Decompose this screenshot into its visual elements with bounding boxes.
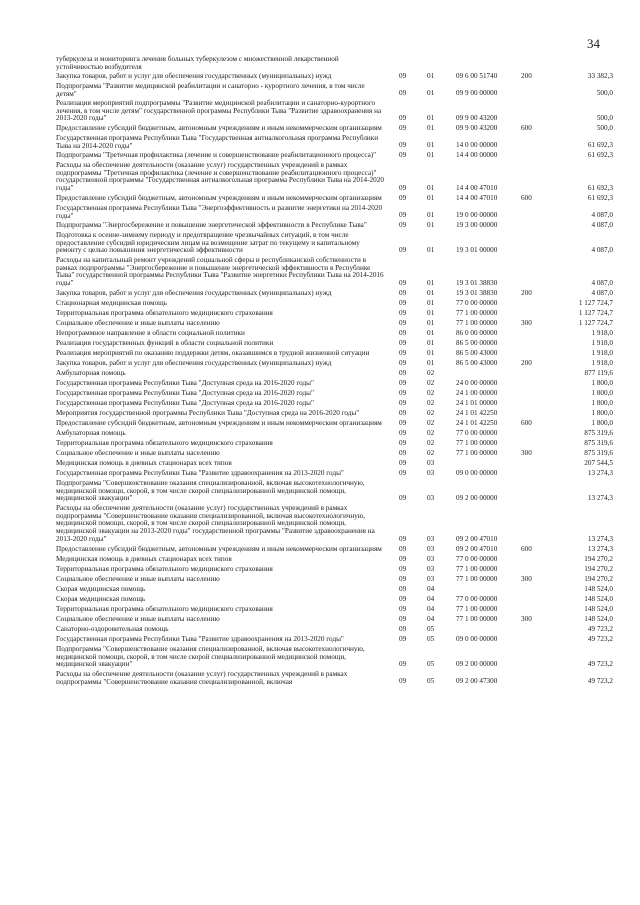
section-code: 09 (399, 221, 407, 229)
section-code: 09 (399, 246, 407, 254)
section-code: 09 (399, 359, 407, 367)
target-article-code: 14 4 00 00000 (456, 151, 498, 159)
row-name: Реализация государственных функций в области социальной политики (56, 339, 274, 347)
subsection-code: 01 (427, 184, 435, 192)
subsection-code: 03 (427, 555, 435, 563)
section-code: 09 (399, 194, 407, 202)
amount: 4 087,0 (591, 221, 613, 229)
row-name: Закупка товаров, работ и услуг для обеспечения государственных (муниципальных) нужд (56, 72, 332, 80)
section-code: 09 (399, 151, 407, 159)
section-code: 09 (399, 565, 407, 573)
subsection-code: 01 (427, 319, 435, 327)
expense-type-code: 600 (521, 194, 532, 202)
target-article-code: 14 4 00 47010 (456, 194, 498, 202)
row-name: Государственная программа Республики Тыва "Доступная среда на 2016-2020 годы" (56, 399, 314, 407)
row-name: Подготовка к осенне-зимнему периоду и предотвращение чрезвычайных ситуаций, в том числе предоставление субсидий юридическим лицам на возмещение затрат по текущему и капитальному ремонту с целью повышения энергетической эффективности (56, 231, 360, 255)
table-row (0, 671, 640, 688)
target-article-code: 77 1 00 00000 (456, 439, 498, 447)
section-code: 09 (399, 575, 407, 583)
section-code: 09 (399, 141, 407, 149)
section-code: 09 (399, 615, 407, 623)
subsection-code: 03 (427, 535, 435, 543)
amount: 1 918,0 (591, 349, 613, 357)
row-name: Территориальная программа обязательного медицинского страхования (56, 439, 273, 447)
amount: 61 692,3 (587, 141, 613, 149)
amount: 194 270,2 (584, 555, 613, 563)
row-name: Скорая медицинская помощь (56, 585, 146, 593)
subsection-code: 05 (427, 635, 435, 643)
subsection-code: 02 (427, 369, 435, 377)
row-name: Медицинская помощь в дневных стационарах всех типов (56, 459, 232, 467)
page-number: 34 (587, 36, 600, 51)
amount: 1 918,0 (591, 359, 613, 367)
amount: 13 274,3 (587, 494, 613, 502)
section-code: 09 (399, 555, 407, 563)
section-code: 09 (399, 319, 407, 327)
subsection-code: 01 (427, 141, 435, 149)
target-article-code: 09 2 00 47010 (456, 535, 498, 543)
amount: 148 524,0 (584, 615, 613, 623)
amount: 500,0 (596, 114, 613, 122)
section-code: 09 (399, 605, 407, 613)
subsection-code: 02 (427, 449, 435, 457)
amount: 61 692,3 (587, 184, 613, 192)
target-article-code: 09 2 00 00000 (456, 494, 498, 502)
section-code: 09 (399, 409, 407, 417)
target-article-code: 09 2 00 47300 (456, 677, 498, 685)
amount: 877 119,6 (584, 369, 613, 377)
amount: 1 800,0 (591, 389, 613, 397)
section-code: 09 (399, 329, 407, 337)
subsection-code: 05 (427, 677, 435, 685)
row-name: Подпрограмма "Совершенствование оказания специализированной, включая высокотехнологичную, медицинской помощи, скорой, в том числе скорой специализированной медицинской помощи, медицинской эвакуации" (56, 645, 365, 669)
amount: 148 524,0 (584, 585, 613, 593)
subsection-code: 01 (427, 339, 435, 347)
target-article-code: 24 0 00 00000 (456, 379, 498, 387)
subsection-code: 01 (427, 359, 435, 367)
table-row (0, 232, 640, 257)
section-code: 09 (399, 469, 407, 477)
subsection-code: 01 (427, 349, 435, 357)
row-name: туберкулеза и мониторинга лечения больных туберкулезом с множественной лекарственной устойчивостью возбудителя (56, 55, 339, 71)
table-row (0, 162, 640, 195)
subsection-code: 02 (427, 419, 435, 427)
subsection-code: 01 (427, 72, 435, 80)
amount: 13 274,3 (587, 535, 613, 543)
amount: 207 544,5 (584, 459, 613, 467)
row-name: Скорая медицинская помощь (56, 595, 146, 603)
amount: 49 723,2 (587, 635, 613, 643)
row-name: Социальное обеспечение и иные выплаты населению (56, 319, 220, 327)
expense-type-code: 300 (521, 319, 532, 327)
section-code: 09 (399, 339, 407, 347)
section-code: 09 (399, 389, 407, 397)
subsection-code: 01 (427, 309, 435, 317)
row-name: Социальное обеспечение и иные выплаты населению (56, 575, 220, 583)
target-article-code: 77 0 00 00000 (456, 595, 498, 603)
row-name: Государственная программа Республики Тыва "Развитие здравоохранения на 2013-2020 годы" (56, 635, 344, 643)
row-name: Реализация мероприятий по оказанию поддержки детям, оказавшимся в трудной жизненной ситуации (56, 349, 370, 357)
amount: 1 127 724,7 (578, 299, 613, 307)
target-article-code: 77 0 00 00000 (456, 555, 498, 563)
amount: 33 382,3 (587, 72, 613, 80)
amount: 4 087,0 (591, 279, 613, 287)
row-name: Расходы на капитальный ремонт учреждений социальной сферы и республиканской собственности в рамках подпрограммы "Энергосбережение и повышение энергетической эффективности в Республике Тыва" государственной программы Республики Тыва "Развитие энергетики Республики Тыва на 2014-2016 годы" (56, 256, 384, 288)
row-name: Государственная программа Республики Тыва "Доступная среда на 2016-2020 годы" (56, 389, 314, 397)
section-code: 09 (399, 349, 407, 357)
target-article-code: 09 2 00 47010 (456, 545, 498, 553)
subsection-code: 03 (427, 494, 435, 502)
subsection-code: 03 (427, 565, 435, 573)
target-article-code: 77 1 00 00000 (456, 319, 498, 327)
row-name: Подпрограмма "Развитие медицинской реабилитации и санаторно - курортного лечения, в том числе детям" (56, 82, 365, 98)
table-row (0, 135, 640, 152)
row-name: Закупка товаров, работ и услуг для обеспечения государственных (муниципальных) нужд (56, 359, 332, 367)
amount: 61 692,3 (587, 151, 613, 159)
table-row (0, 100, 640, 125)
target-article-code: 09 9 00 00000 (456, 89, 498, 97)
target-article-code: 24 1 01 42250 (456, 419, 498, 427)
row-name: Мероприятия государственной программы Республики Тыва "Доступная среда на 2016-2020 годы" (56, 409, 360, 417)
row-name: Предоставление субсидий бюджетным, автономным учреждениям и иным некоммерческим организациям (56, 419, 382, 427)
target-article-code: 14 0 00 00000 (456, 141, 498, 149)
subsection-code: 01 (427, 329, 435, 337)
target-article-code: 19 3 01 00000 (456, 246, 498, 254)
row-name: Территориальная программа обязательного медицинского страхования (56, 309, 273, 317)
amount: 13 274,3 (587, 545, 613, 553)
section-code: 09 (399, 279, 407, 287)
subsection-code: 01 (427, 114, 435, 122)
table-row (0, 205, 640, 222)
subsection-code: 01 (427, 289, 435, 297)
row-name: Расходы на обеспечение деятельности (оказание услуг) государственных учреждений в рамках подпрограммы "Совершенствование оказания специализированной, включая (56, 670, 348, 686)
target-article-code: 09 0 00 00000 (456, 469, 498, 477)
row-name: Подпрограмма "Совершенствование оказания специализированной, включая высокотехнологичную, медицинской помощи, скорой, в том числе скорой специализированной медицинской помощи, медицинской эвакуации" (56, 479, 365, 503)
section-code: 09 (399, 660, 407, 668)
expense-type-code: 200 (521, 72, 532, 80)
expense-type-code: 200 (521, 289, 532, 297)
row-name: Социальное обеспечение и иные выплаты населению (56, 449, 220, 457)
section-code: 09 (399, 535, 407, 543)
amount: 4 087,0 (591, 246, 613, 254)
amount: 13 274,3 (587, 469, 613, 477)
amount: 875 319,6 (584, 439, 613, 447)
subsection-code: 03 (427, 469, 435, 477)
row-name: Санаторно-оздоровительная помощь (56, 625, 169, 633)
row-name: Медицинская помощь в дневных стационарах всех типов (56, 555, 232, 563)
amount: 500,0 (596, 124, 613, 132)
section-code: 09 (399, 625, 407, 633)
amount: 148 524,0 (584, 595, 613, 603)
expense-type-code: 200 (521, 359, 532, 367)
amount: 1 800,0 (591, 379, 613, 387)
row-name: Государственная программа Республики Тыва "Развитие здравоохранения на 2013-2020 годы" (56, 469, 344, 477)
amount: 500,0 (596, 89, 613, 97)
amount: 1 127 724,7 (578, 309, 613, 317)
row-name: Территориальная программа обязательного медицинского страхования (56, 605, 273, 613)
subsection-code: 04 (427, 585, 435, 593)
section-code: 09 (399, 545, 407, 553)
target-article-code: 77 1 00 00000 (456, 449, 498, 457)
row-name: Предоставление субсидий бюджетным, автономным учреждениям и иным некоммерческим организациям (56, 194, 382, 202)
row-name: Территориальная программа обязательного медицинского страхования (56, 565, 273, 573)
section-code: 09 (399, 309, 407, 317)
row-name: Предоставление субсидий бюджетным, автономным учреждениям и иным некоммерческим организациям (56, 545, 382, 553)
section-code: 09 (399, 89, 407, 97)
row-name: Государственная программа Республики Тыва "Государственная антиалкогольная программа Республики Тыва на 2014-2020 годы" (56, 134, 379, 150)
section-code: 09 (399, 211, 407, 219)
subsection-code: 03 (427, 545, 435, 553)
section-code: 09 (399, 124, 407, 132)
subsection-code: 02 (427, 429, 435, 437)
target-article-code: 86 5 00 43000 (456, 359, 498, 367)
target-article-code: 19 3 01 38830 (456, 279, 498, 287)
target-article-code: 09 9 00 43200 (456, 124, 498, 132)
section-code: 09 (399, 677, 407, 685)
amount: 49 723,2 (587, 625, 613, 633)
amount: 1 918,0 (591, 329, 613, 337)
amount: 1 800,0 (591, 399, 613, 407)
subsection-code: 02 (427, 399, 435, 407)
target-article-code: 77 0 00 00000 (456, 299, 498, 307)
table-row (0, 480, 640, 505)
row-name: Амбулаторная помощь (56, 429, 126, 437)
section-code: 09 (399, 379, 407, 387)
expense-type-code: 600 (521, 124, 532, 132)
target-article-code: 19 3 01 38830 (456, 289, 498, 297)
target-article-code: 77 1 00 00000 (456, 605, 498, 613)
amount: 1 127 724,7 (578, 319, 613, 327)
amount: 1 800,0 (591, 409, 613, 417)
row-name: Социальное обеспечение и иные выплаты населению (56, 615, 220, 623)
section-code: 09 (399, 369, 407, 377)
row-name: Предоставление субсидий бюджетным, автономным учреждениям и иным некоммерческим организациям (56, 124, 382, 132)
section-code: 09 (399, 429, 407, 437)
table-row (0, 56, 640, 73)
amount: 61 692,3 (587, 194, 613, 202)
amount: 1 918,0 (591, 339, 613, 347)
subsection-code: 01 (427, 211, 435, 219)
target-article-code: 86 5 00 43000 (456, 349, 498, 357)
subsection-code: 05 (427, 625, 435, 633)
subsection-code: 04 (427, 615, 435, 623)
amount: 148 524,0 (584, 605, 613, 613)
row-name: Амбулаторная помощь (56, 369, 126, 377)
amount: 194 270,2 (584, 565, 613, 573)
target-article-code: 14 4 00 47010 (456, 184, 498, 192)
section-code: 09 (399, 585, 407, 593)
target-article-code: 86 5 00 00000 (456, 339, 498, 347)
section-code: 09 (399, 494, 407, 502)
section-code: 09 (399, 184, 407, 192)
amount: 194 270,2 (584, 575, 613, 583)
target-article-code: 19 0 00 00000 (456, 211, 498, 219)
section-code: 09 (399, 289, 407, 297)
row-name: Подпрограмма "Энергосбережение и повышение энергетической эффективности в Республике Тыва" (56, 221, 367, 229)
amount: 875 319,6 (584, 429, 613, 437)
row-name: Расходы на обеспечение деятельности (оказание услуг) государственных учреждений в рамках подпрограммы "Третичная профилактика (лечение и совершенствование реабилитационного процесса)" государственной программы "Государственная антиалкогольная программа Республики Тыва на 2014-2020 годы" (56, 161, 384, 193)
table-row (0, 83, 640, 100)
section-code: 09 (399, 299, 407, 307)
row-name: Государственная программа Республики Тыва "Доступная среда на 2016-2020 годы" (56, 379, 314, 387)
section-code: 09 (399, 635, 407, 643)
target-article-code: 77 1 00 00000 (456, 615, 498, 623)
row-name: Государственная программа Республики Тыва "Энергоэффективность и развитие энергетики на 2014-2020 годы" (56, 204, 383, 220)
row-name: Стационарная медицинская помощь (56, 299, 167, 307)
table-row (0, 257, 640, 290)
amount: 4 087,0 (591, 289, 613, 297)
subsection-code: 03 (427, 575, 435, 583)
subsection-code: 05 (427, 660, 435, 668)
table-row (0, 505, 640, 546)
target-article-code: 09 0 00 00000 (456, 635, 498, 643)
budget-table (0, 56, 640, 688)
table-row (0, 646, 640, 671)
subsection-code: 04 (427, 595, 435, 603)
subsection-code: 02 (427, 389, 435, 397)
subsection-code: 01 (427, 124, 435, 132)
target-article-code: 24 1 00 00000 (456, 389, 498, 397)
target-article-code: 19 3 00 00000 (456, 221, 498, 229)
section-code: 09 (399, 459, 407, 467)
target-article-code: 09 2 00 00000 (456, 660, 498, 668)
target-article-code: 09 6 00 51740 (456, 72, 498, 80)
subsection-code: 04 (427, 605, 435, 613)
subsection-code: 01 (427, 279, 435, 287)
subsection-code: 01 (427, 151, 435, 159)
target-article-code: 77 0 00 00000 (456, 429, 498, 437)
amount: 1 800,0 (591, 419, 613, 427)
target-article-code: 77 1 00 00000 (456, 565, 498, 573)
expense-type-code: 600 (521, 545, 532, 553)
row-name: Закупка товаров, работ и услуг для обеспечения государственных (муниципальных) нужд (56, 289, 332, 297)
target-article-code: 77 1 00 00000 (456, 309, 498, 317)
target-article-code: 24 1 01 42250 (456, 409, 498, 417)
subsection-code: 02 (427, 439, 435, 447)
subsection-code: 03 (427, 459, 435, 467)
target-article-code: 24 1 01 00000 (456, 399, 498, 407)
section-code: 09 (399, 399, 407, 407)
subsection-code: 02 (427, 409, 435, 417)
subsection-code: 02 (427, 379, 435, 387)
expense-type-code: 600 (521, 419, 532, 427)
amount: 875 319,6 (584, 449, 613, 457)
target-article-code: 86 0 00 00000 (456, 329, 498, 337)
section-code: 09 (399, 114, 407, 122)
section-code: 09 (399, 449, 407, 457)
section-code: 09 (399, 419, 407, 427)
target-article-code: 09 9 00 43200 (456, 114, 498, 122)
subsection-code: 01 (427, 194, 435, 202)
target-article-code: 77 1 00 00000 (456, 575, 498, 583)
subsection-code: 01 (427, 299, 435, 307)
expense-type-code: 300 (521, 575, 532, 583)
subsection-code: 01 (427, 246, 435, 254)
expense-type-code: 300 (521, 615, 532, 623)
section-code: 09 (399, 72, 407, 80)
amount: 49 723,2 (587, 677, 613, 685)
expense-type-code: 300 (521, 449, 532, 457)
row-name: Непрограммное направление в области социальной политики (56, 329, 245, 337)
section-code: 09 (399, 595, 407, 603)
amount: 49 723,2 (587, 660, 613, 668)
row-name: Расходы на обеспечение деятельности (оказание услуг) государственных учреждений в рамках подпрограммы "Совершенствование оказания специализированной, включая высокотехнологичную, медицинской помощи, скорой, в том числе скорой специализированной медицинской помощи, медицинской эвакуации на 2013-2020 годы" государственной программы "Развитие здравоохранения на 2013-2020 годы" (56, 504, 375, 543)
subsection-code: 01 (427, 89, 435, 97)
section-code: 09 (399, 439, 407, 447)
row-name: Подпрограмма "Третичная профилактика (лечение и совершенствование реабилитационного процесса)" (56, 151, 377, 159)
amount: 4 087,0 (591, 211, 613, 219)
subsection-code: 01 (427, 221, 435, 229)
row-name: Реализация мероприятий подпрограммы "Развитие медицинской реабилитации и санаторно-курортного лечения, в том числе детям" государственной программы Республики Тыва "Развитие здравоохранения на 2013-2020 годы" (56, 99, 382, 123)
